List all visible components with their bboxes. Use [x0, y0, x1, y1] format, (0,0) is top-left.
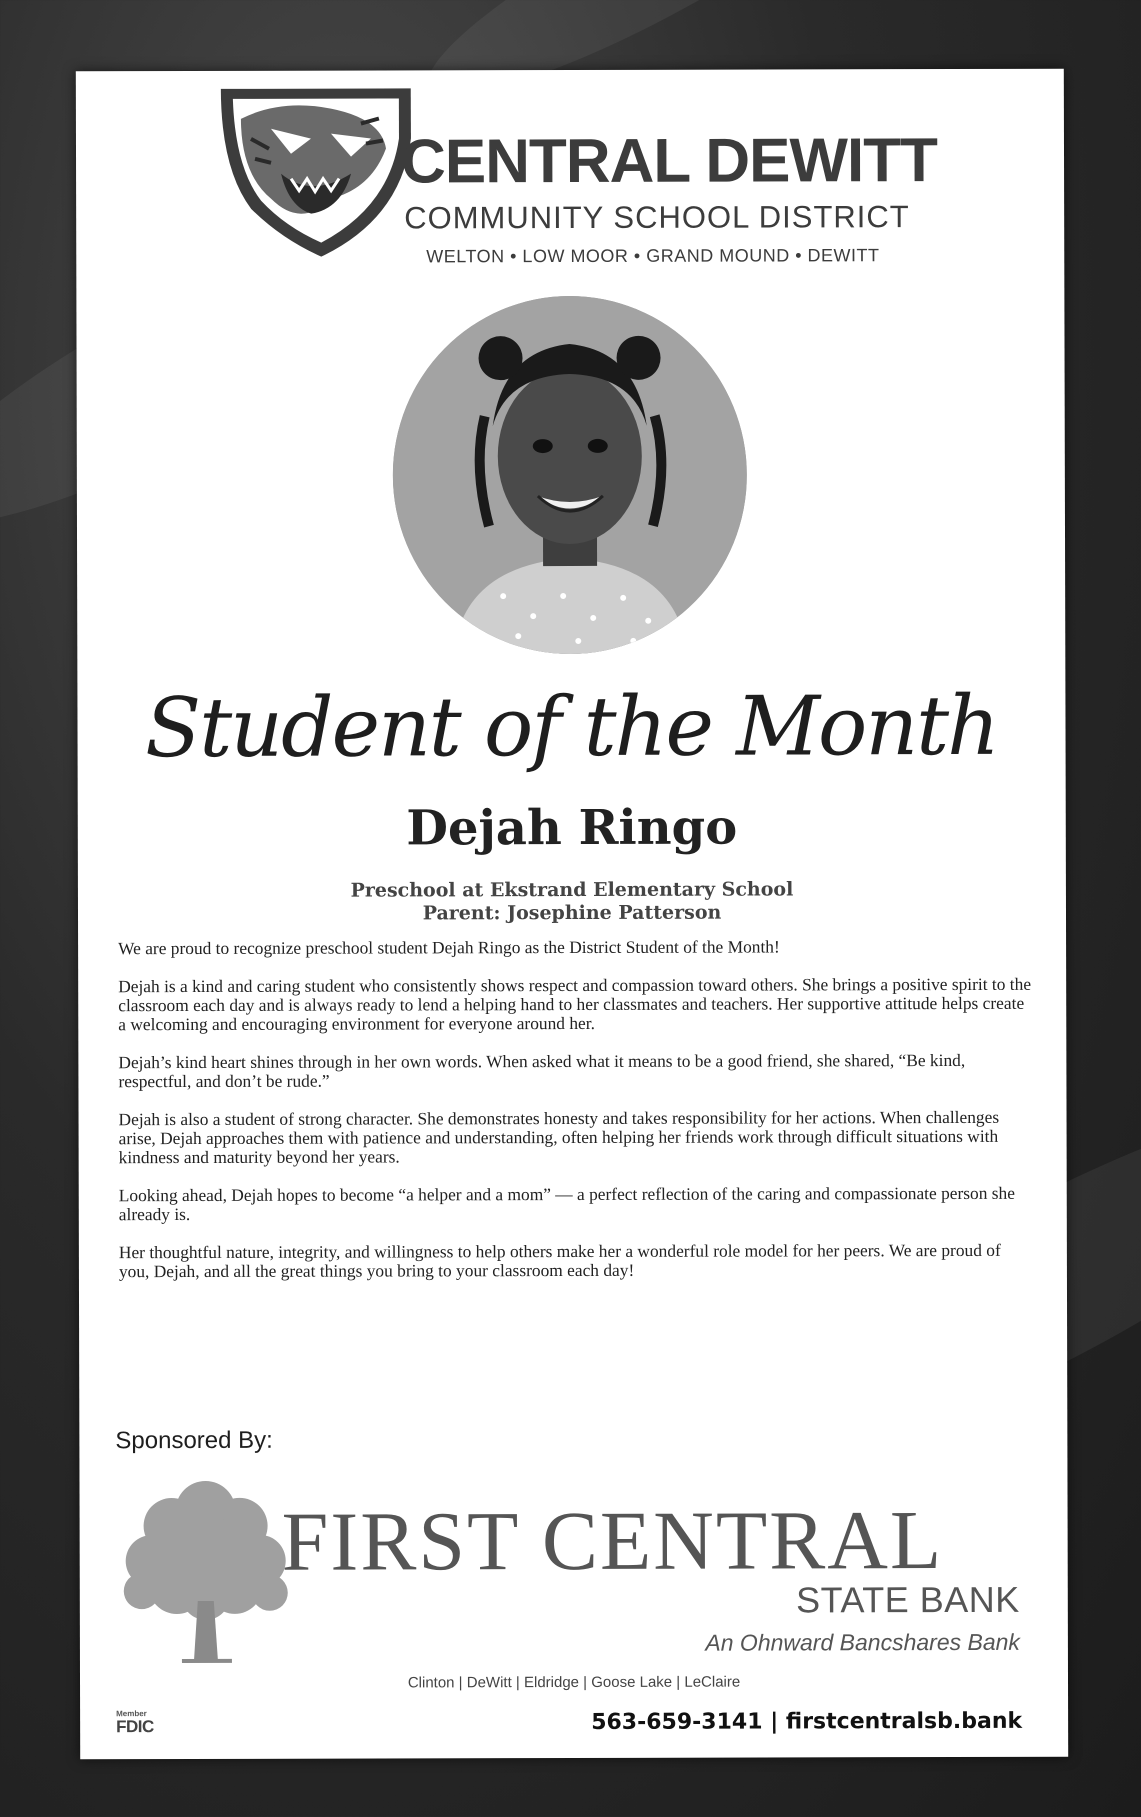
article-paragraph: Looking ahead, Dejah hopes to become “a helper and a mom” — a perfect reflection of the caring and compassionate person she already is.	[118, 1182, 1015, 1225]
article-paragraph: We are proud to recognize preschool student Dejah Ringo as the District Student of the Month!	[118, 936, 780, 959]
feature-title: Student of the Month	[144, 678, 999, 777]
fdic-member: Member	[116, 1709, 147, 1719]
bank-locations: Clinton | DeWitt | Eldridge | Goose Lake | LeClaire	[407, 1673, 741, 1692]
sponsored-label: Sponsored By:	[115, 1426, 273, 1455]
student-school: Preschool at Ekstrand Elementary School	[350, 878, 794, 902]
bank-subtitle: STATE BANK	[796, 1578, 1020, 1621]
district-header	[211, 77, 938, 267]
bank-tagline: An Ohnward Bancshares Bank	[705, 1628, 1020, 1656]
district-subtitle: COMMUNITY SCHOOL DISTRICT	[404, 199, 910, 236]
bank-name: FIRST CENTRAL	[281, 1494, 944, 1589]
article-paragraph: Her thoughtful nature, integrity, and willingness to help others make her a wonderful role model for her peers. We are proud of you, Dejah, and all the great things you bring to your classroom each day!	[118, 1239, 1001, 1282]
bank-contact: 563-659-3141 | firstcentralsb.bank	[591, 1708, 1023, 1735]
district-name: CENTRAL DEWITT	[400, 126, 938, 197]
student-parent: Parent: Josephine Patterson	[422, 901, 722, 925]
flyer-page	[76, 69, 1068, 1760]
article-paragraph: Dejah is a kind and caring student who consistently shows respect and compassion toward others. She brings a positive spirit to the classroom each day and is always ready to lend a helping hand to her classmates and teachers. Her supportive attitude helps create a welcoming and encouraging environment for everyone around her.	[118, 973, 1032, 1035]
fdic-badge	[116, 1709, 186, 1739]
district-towns: WELTON • LOW MOOR • GRAND MOUND • DEWITT	[426, 245, 880, 267]
student-photo	[392, 296, 747, 655]
article-paragraph: Dejah is also a student of strong character. She demonstrates honesty and takes responsibility for her actions. When challenges arise, Dejah approaches them with patience and understanding, often helping her friends work through difficult situations with kindness and maturity beyond her years.	[118, 1106, 1000, 1168]
fdic-label: FDIC	[116, 1717, 154, 1737]
student-name: Dejah Ringo	[406, 799, 738, 857]
article-paragraph: Dejah’s kind heart shines through in her own words. When asked what it means to be a good friend, she shared, “Be kind, respectful, and don’t be rude.”	[118, 1049, 966, 1092]
tiger-mascot-icon	[211, 78, 411, 259]
article-body	[118, 937, 1034, 1300]
oak-tree-icon	[121, 1471, 290, 1666]
